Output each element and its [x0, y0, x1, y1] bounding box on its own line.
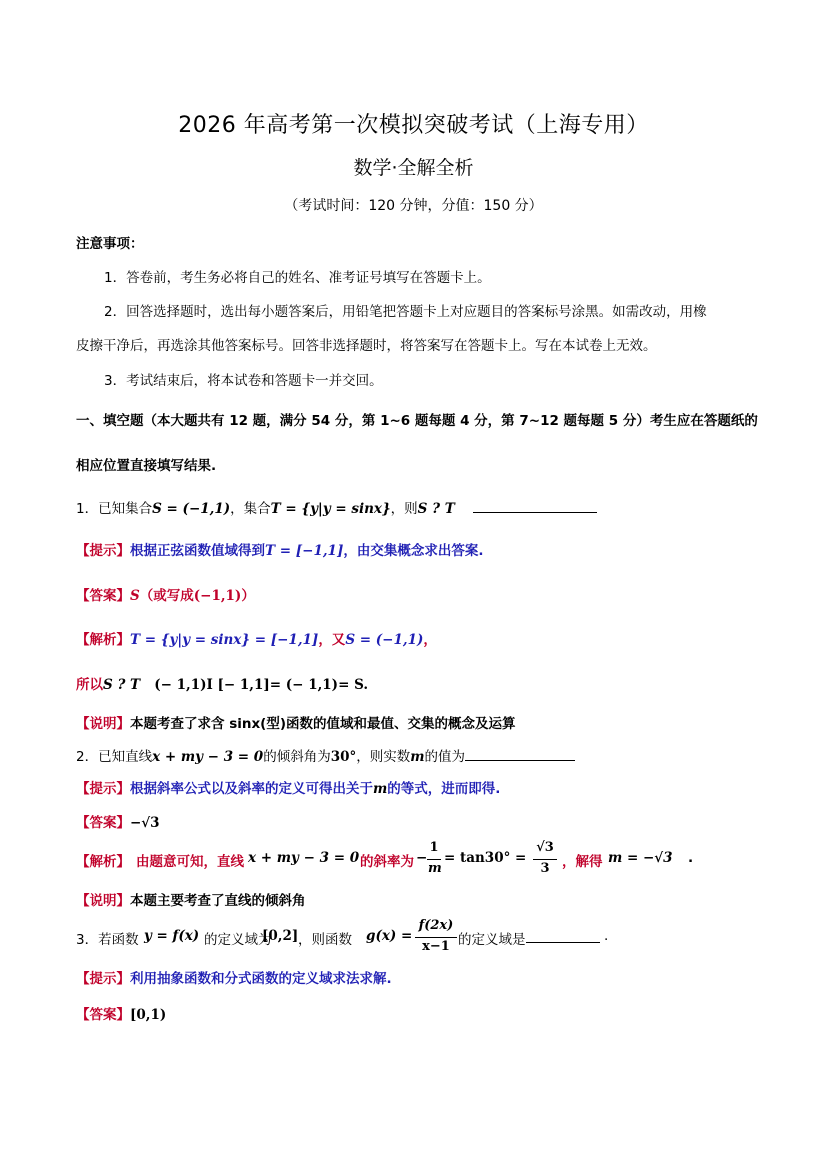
q1-answer-c: ）	[241, 588, 255, 604]
section-heading-cont: 相应位置直接填写结果.	[76, 458, 217, 474]
q1-answer-tag: 【答案】	[76, 588, 130, 604]
q3-stem-b: 的定义域为	[204, 932, 272, 948]
q1-stem-b: ，集合	[230, 501, 271, 517]
question-1-stem	[76, 497, 597, 517]
q2-stem-d: 的值为	[424, 749, 466, 765]
q2-analysis-c: ，解得	[562, 854, 603, 870]
question-3-hint	[76, 967, 392, 987]
q1-answer-s: S	[130, 588, 140, 604]
q3-hint-tag: 【提示】	[76, 971, 130, 987]
q3-frac-num: f(2x)	[418, 918, 454, 933]
q1-stem-a: 1．已知集合	[76, 501, 153, 517]
q1-operation: S ? T	[417, 501, 455, 517]
exam-time-info: （考试时间：120 分钟，分值：150 分）	[284, 198, 543, 214]
q1-set-s: S = (−1,1)	[152, 501, 231, 517]
q2-var-m: m	[410, 749, 425, 765]
q2-line-eq: x + my − 3 = 0	[152, 749, 264, 765]
q3-stem-end: .	[604, 928, 609, 944]
question-2-hint	[76, 777, 500, 797]
q1-set-t: T = {y|y = sinx}	[270, 501, 391, 517]
q1-analysis-s: S = (−1,1)	[345, 632, 424, 648]
q2-analysis-a: 由题意可知，直线	[136, 854, 244, 870]
q1-line2-b: S ? T	[103, 677, 141, 693]
q2-answer-value: −√3	[130, 815, 160, 831]
q3-g: g(x) =	[366, 928, 413, 944]
q1-line2-c: (− 1,1)I [− 1,1]= (− 1,1)= S.	[154, 677, 369, 693]
q3-frac-bar	[415, 937, 457, 938]
q2-note-text: 本题主要考查了直线的倾斜角	[130, 893, 306, 909]
q2-frac2-bar	[533, 859, 557, 860]
q3-answer-blank	[526, 928, 600, 943]
q1-answer-b: （或写成	[139, 588, 194, 604]
notes-heading: 注意事项：	[76, 236, 144, 252]
q3-func: y = f(x)	[144, 928, 200, 944]
q2-frac2-den: 3	[540, 861, 550, 876]
q2-analysis-mid: = tan30° =	[444, 850, 527, 866]
question-2-stem	[76, 745, 575, 765]
note-item-2-cont: 皮擦干净后，再选涂其他答案标号。回答非选择题时，将答案写在答题卡上。写在本试卷上无效。	[76, 338, 657, 354]
q2-analysis-end: .	[688, 850, 694, 866]
q3-domain: [0,2]	[262, 928, 299, 944]
question-1-analysis-cont	[76, 673, 368, 693]
q3-stem-a: 3．若函数	[76, 932, 139, 948]
q2-hint-b: 的等式，进而即得.	[387, 781, 501, 797]
q2-analysis-b: 的斜率为	[360, 854, 414, 870]
q3-stem-d: 的定义域是	[458, 932, 526, 948]
q1-hint-a: 根据正弦函数值域得到	[130, 543, 265, 559]
q1-analysis-b: ，又	[318, 632, 346, 648]
q1-line2-a: 所以	[76, 677, 103, 693]
note-item-1: 1．答卷前，考生务必将自己的姓名、准考证号填写在答题卡上。	[104, 270, 491, 286]
section-heading: 一、填空题（本大题共有 12 题，满分 54 分，第 1~6 题每题 4 分，第 7~12 题每题 5 分）考生应在答题纸的	[76, 413, 758, 429]
q2-analysis-tag: 【解析】	[76, 854, 130, 870]
q2-angle: 30°	[330, 749, 357, 765]
question-3-answer	[76, 1003, 166, 1023]
q2-stem-b: 的倾斜角为	[263, 749, 331, 765]
q2-frac1-num: 1	[429, 840, 439, 855]
question-1-analysis	[76, 628, 437, 648]
q3-stem-c: ，则函数	[298, 932, 352, 948]
note-item-3: 3．考试结束后，将本试卷和答题卡一并交回。	[104, 373, 383, 389]
q2-hint-tag: 【提示】	[76, 781, 130, 797]
question-3-stem	[76, 918, 756, 958]
q2-analysis-eq: x + my − 3 = 0	[248, 850, 360, 866]
q1-hint-tag: 【提示】	[76, 543, 130, 559]
q1-note-text: 本题考查了求含 sinx(型)函数的值域和最值、交集的概念及运算	[130, 716, 516, 732]
q3-answer-value: [0,1)	[130, 1007, 167, 1023]
q2-answer-blank	[465, 746, 575, 761]
question-2-note	[76, 889, 306, 909]
q1-hint-math: T = [−1,1]	[265, 543, 344, 559]
question-2-answer	[76, 811, 160, 831]
page-title: 2026 年高考第一次模拟突破考试（上海专用）	[178, 113, 649, 138]
note-item-2: 2．回答选择题时，选出每小题答案后，用铅笔把答题卡上对应题目的答案标号涂黑。如需改动，用橡	[104, 304, 707, 320]
q1-analysis-d: ，	[423, 632, 437, 648]
q2-analysis-result: m = −√3	[608, 850, 673, 866]
q1-hint-b: ，由交集概念求出答案.	[343, 543, 484, 559]
q2-frac1-den: m	[428, 861, 442, 876]
q2-hint-a: 根据斜率公式以及斜率的定义可得出关于	[130, 781, 373, 797]
q2-frac2-num: √3	[536, 840, 554, 855]
q2-frac1-bar	[427, 859, 441, 860]
q2-analysis-minus: −	[416, 850, 428, 866]
q1-answer-interval: (−1,1)	[193, 588, 242, 604]
question-1-note	[76, 712, 516, 732]
q1-stem-c: ，则	[390, 501, 418, 517]
q1-analysis-tag: 【解析】	[76, 632, 130, 648]
q1-answer-blank	[473, 498, 597, 513]
q2-answer-tag: 【答案】	[76, 815, 130, 831]
q2-hint-m: m	[373, 781, 388, 797]
q2-note-tag: 【说明】	[76, 893, 130, 909]
q3-hint-text: 利用抽象函数和分式函数的定义域求法求解.	[130, 971, 392, 987]
question-1-answer	[76, 584, 255, 604]
q1-note-tag: 【说明】	[76, 716, 130, 732]
q1-analysis-math: T = {y|y = sinx} = [−1,1]	[130, 632, 319, 648]
question-1-hint	[76, 539, 483, 559]
q3-answer-tag: 【答案】	[76, 1007, 130, 1023]
q2-stem-c: ，则实数	[356, 749, 411, 765]
q2-stem-a: 2．已知直线	[76, 749, 153, 765]
page-subtitle: 数学·全解全析	[353, 157, 474, 179]
q3-frac-den: x−1	[422, 939, 450, 954]
